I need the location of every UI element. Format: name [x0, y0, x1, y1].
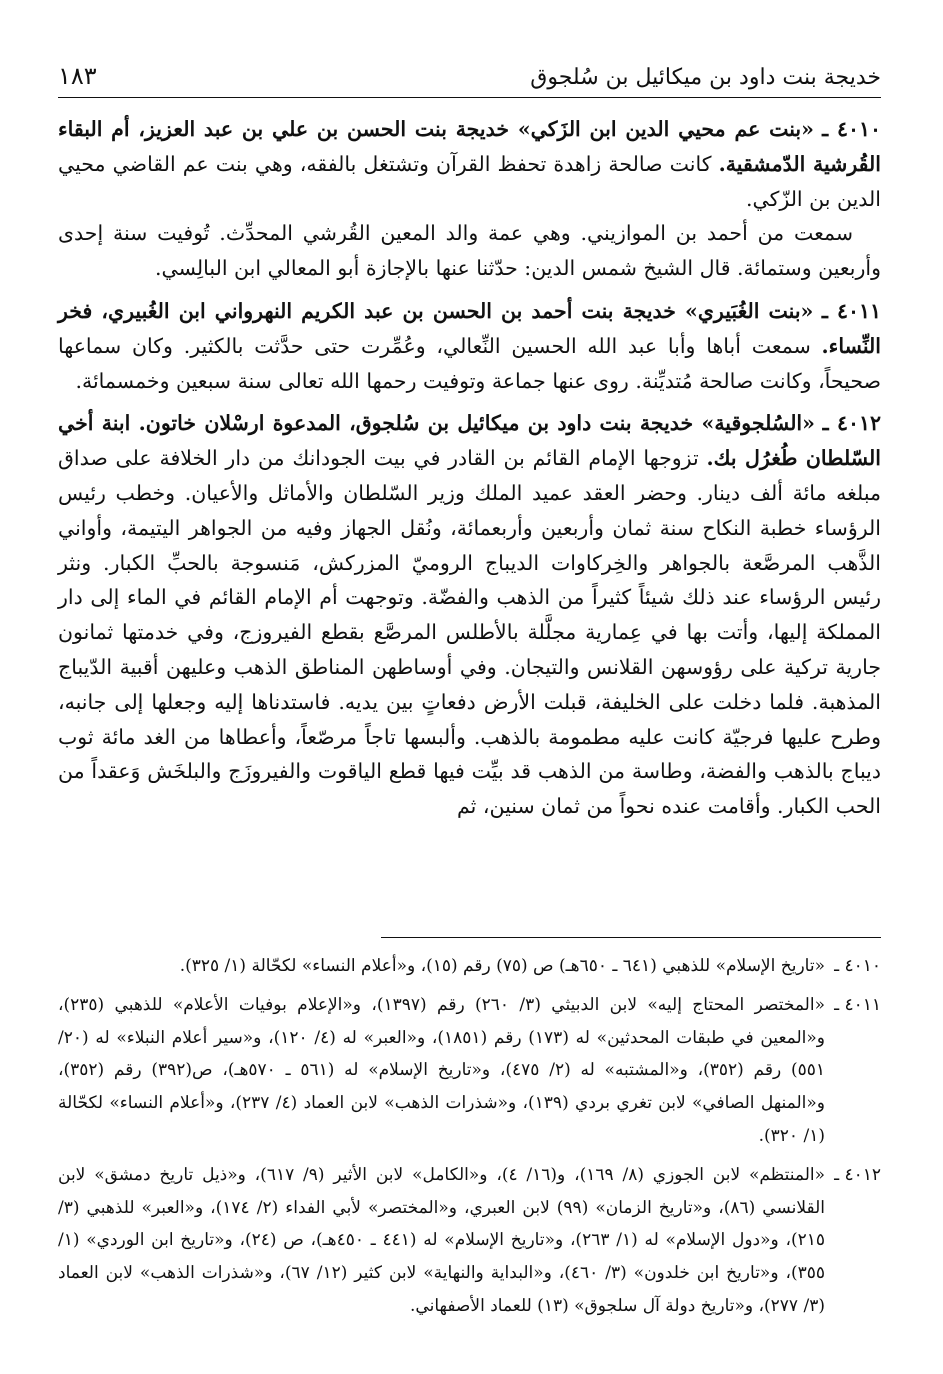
entry-text: سمعت أباها وأبا عبد الله الحسين النِّعالي، وعُمِّرت حتى حدَّثت بالكثير. وكان سماعها صحيحاً، وكانت صالحة مُتديِّنة. روى عنها جماعة وتوفيت رحمها الله تعالى سنة سبعين وخمسمائة.: [58, 333, 881, 393]
entry-4011: [58, 294, 881, 398]
entry-number: ٤٠١١ ـ: [821, 298, 881, 323]
footnote-number: ٤٠١٠ ـ: [834, 956, 881, 976]
entry-paragraph: [58, 406, 881, 824]
footnote-4011: [58, 989, 881, 1153]
footnote-4012: [58, 1159, 881, 1323]
entry-text: كانت صالحة زاهدة تحفظ القرآن وتشتغل بالفقه، وهي بنت عم القاضي محيي الدين بن الزّكي.: [58, 151, 881, 211]
entry-paragraph: سمعت من أحمد بن الموازيني. وهي عمة والد المعين القُرشي المحدِّث. تُوفيت سنة إحدى وأربعين وستمائة. قال الشيخ شمس الدين: حدّثنا عنها بالإجازة أبو المعالي ابن البالِسي.: [58, 221, 881, 281]
footnote-4010: [58, 950, 881, 983]
running-header: [58, 50, 881, 90]
entry-4010: [58, 112, 881, 286]
entry-heading: «السُلجوقية» خديجة بنت داود بن ميكائيل بن سُلجوق، المدعوة ارسْلان خاتون. ابنة أخي السّلطان طُغرُل بك.: [58, 411, 881, 471]
entry-number: ٤٠١٠ ـ: [822, 117, 881, 141]
page-number: ١٨٣: [58, 62, 97, 90]
entry-paragraph: [58, 294, 881, 398]
entry-heading: «بنت الغُبَيري» خديجة بنت أحمد بن الحسن بن عبد الكريم النهرواني ابن الغُبيري، فخر النِّساء.: [58, 298, 881, 358]
header-rule: [58, 97, 881, 98]
entry-number: ٤٠١٢ ـ: [822, 411, 881, 436]
footnote-text: «المختصر المحتاج إليه» لابن الدبيثي (٣/ ٢٦٠) رقم (١٣٩٧)، و«الإعلام بوفيات الأعلام» للذهبي (٢٣٥)، و«المعين في طبقات المحدثين» له (١٧٣) رقم (١٨٥١)، و«العبر» له (٤/ ١٢٠)، و«سير أعلام النبلاء» له (٢٠/ ٥٥١) رقم (٣٥٢)، و«المشتبه» له (٢/ ٤٧٥)، و«تاريخ الإسلام» له (٥٦١ ـ ٥٧٠هـ)، ص(٣٩٢) رقم (٣٥٢)، و«المنهل الصافي» لابن تغري بردي (١٣٩)، و«شذرات الذهب» لابن العماد (٤/ ٢٣٧)، و«أعلام النساء» لكحّالة (١/ ٣٢٠).: [58, 994, 826, 1146]
running-title: خديجة بنت داود بن ميكائيل بن سُلجوق: [530, 65, 881, 90]
footnote-number: ٤٠١١ ـ: [834, 994, 881, 1015]
entry-text: تزوجها الإمام القائم بن القادر في بيت الجودانك من دار الخلافة على صداق مبلغه مائة ألف دينار. وحضر العقد عميد الملك وزير السّلطان والأماثل والأعيان. وخطب رئيس الرؤساء خطبة النكاح سنة ثمان وأربعين وأربعمائة، ونُقل الجهاز وفيه من الجواهر اليتيمة، وأواني الذَّهب المرصَّعة بالجواهر والخِركاوات الديباج الروميّ المزركش، مَنسوجة بالحبِّ الكبار. ونثر رئيس الرؤساء عند ذلك شيئاً كثيراً من الذهب والفضّة. وتوجهت أم الإمام القائم في الماء إلى دار المملكة إليها، وأتت بها في عِمارية مجلَّلة بالأطلس المرصَّع بقطع الفيروزج، وفي خدمتها ثمانون جارية تركية على رؤوسهن القلانس والتيجان. وفي أوساطهن المناطق الذهب وعليهن أقبية الدّيباج المذهبة. فلما دخلت على الخليفة، قبلت الأرض دفعاتٍ بين يديه. فاستدناها إليه وجعلها إلى جانبه، وطرح عليها فرجيّة كانت عليه مطمومة بالذهب. وألبسها تاجاً مرصّعاً، وأعطاها من الغد مائة ثوب ديباج بالذهب والفضة، وطاسة من الذهب قد بيِّت فيها قطع الياقوت والفيروزَج والبلخَش وَعقداً من الحب الكبار. وأقامت عنده نحواً من ثمان سنين، ثم: [58, 446, 881, 819]
footnote-text: «المنتظم» لابن الجوزي (٨/ ١٦٩)، و(١٦/ ٤)، و«الكامل» لابن الأثير (٩/ ٦١٧)، و«ذيل تاريخ دمشق» لابن القلانسي (٨٦)، و«تاريخ الزمان» (٩٩) لابن العبري، و«المختصر» لأبي الفداء (٢/ ١٧٤)، و«العبر» للذهبي (٣/ ٢١٥)، و«دول الإسلام» له (١/ ٢٦٣)، و«تاريخ الإسلام» له (٤٤١ ـ ٤٥٠هـ)، ص (٢٤)، و«تاريخ ابن الوردي» (١/ ٣٥٥)، و«تاريخ ابن خلدون» (٣/ ٤٦٠)، و«البداية والنهاية» لابن كثير (١٢/ ٦٧)، و«شذرات الذهب» لابن العماد (٣/ ٢٧٧)، و«تاريخ دولة آل سلجوق» (١٣) للعماد الأصفهاني.: [58, 1164, 826, 1316]
footnote-number: ٤٠١٢ ـ: [834, 1164, 881, 1185]
entry-heading: «بنت عم محيي الدين ابن الزَكي» خديجة بنت الحسن بن علي بن عبد العزيز، أم البقاء القُرشية الدّمشقية.: [58, 117, 881, 176]
footnote-text: «تاريخ الإسلام» للذهبي (٦٤١ ـ ٦٥٠هـ) ص (٧٥) رقم (١٥)، و«أعلام النساء» لكحّالة (١/ ٣٢٥).: [179, 956, 825, 976]
main-text: [58, 112, 881, 832]
footnotes: [58, 950, 881, 1329]
footnote-separator: [381, 937, 881, 938]
entry-paragraph: [58, 112, 881, 216]
entry-4012: [58, 406, 881, 824]
